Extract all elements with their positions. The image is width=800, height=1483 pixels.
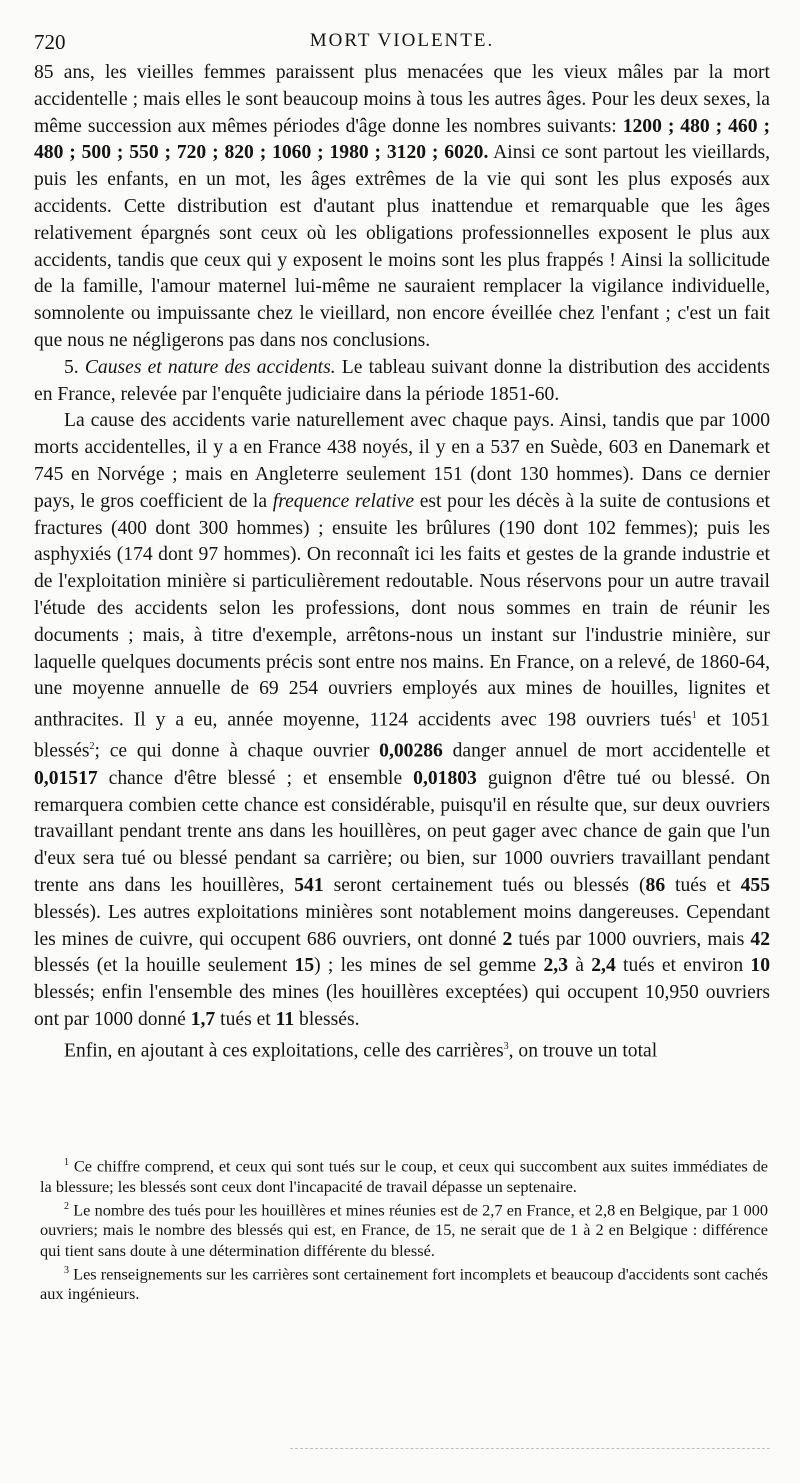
paragraph-text: guignon d'être tué ou blessé. On remarquera combien cette chance est considérable, puisqu'il en résulte que, sur deux ouvriers travaillant pendant trente ans dans les houillères, on peut gager avec chance de gain que l'un d'eux sera tué ou blessé pendant sa carrière; ou bien, sur 1000 ouvriers travaillant pendant trente ans dans les houillères,	[34, 767, 770, 896]
bottom-rule	[290, 1448, 770, 1449]
paragraph-text: blessés (et la houille seulement	[34, 955, 295, 977]
footnote-text: Le nombre des tués pour les houillères et mines réunies est de 2,7 en France, et 2,8 en Belgique, par 1 000 ouvriers; mais le nombre des blessés qui est, en France, de 15, ne serait que de 1 à 2 en Belgique : différence qui tient sans doute à une détermination différente du blessé.	[40, 1200, 768, 1260]
paragraph-text: 85 ans, les vieilles femmes paraissent plus menacées que les vieux mâles par la mort accidentelle ; mais elles le sont beaucoup moins à tous les autres âges. Pour les deux sexes, la même succession aux mêmes périodes d'âge donne les nombres suivants:	[34, 62, 770, 137]
paragraph-text: Ainsi ce sont partout les vieillards, puis les enfants, en un mot, les âges extrêmes de la vie qui sont les plus exposés aux accidents. Cette distribution est d'autant plus inattendue et remarquable que les âges relativement épargnés sont ceux où les obligations professionnelles exposent le plus aux accidents, tandis que ceux qui y exposent le moins sont les plus frappés ! Ainsi la sollicitude de la famille, l'amour maternel lui-même ne sauraient remplacer la vigilance individuelle, somnolente ou impuissante chez le vieillard, non encore éveillée chez l'enfant ; c'est un fait que nous ne négligerons pas dans nos conclusions.	[34, 142, 770, 351]
bold-value: 1,7	[190, 1008, 216, 1030]
paragraph-text: seront certainement tués ou blessés (	[323, 874, 646, 896]
footnote-1	[40, 1153, 768, 1197]
paragraph-text: chance d'être blessé ; et ensemble	[97, 767, 414, 789]
footnote-mark: 2	[64, 1200, 69, 1212]
footnotes	[40, 1153, 768, 1305]
paragraph-text: Enfin, en ajoutant à ces exploitations, celle des carrières	[64, 1040, 504, 1062]
bold-value: 2	[502, 928, 513, 950]
paragraph-text: à	[568, 955, 592, 977]
body-text	[34, 60, 770, 1065]
paragraph-text: blessés). Les autres exploitations minières sont notablement moins dangereuses. Cependant les mines de cuivre, qui occupent 686 ouvriers, ont donné	[34, 901, 770, 950]
bold-value: 15	[294, 955, 315, 977]
footnote-text: Les renseignements sur les carrières sont certainement fort incomplets et beaucoup d'accidents sont cachés aux ingénieurs.	[40, 1264, 768, 1304]
bold-value: 0,01803	[413, 767, 477, 789]
paragraph-text: tués par 1000 ouvriers, mais	[512, 928, 751, 950]
footnote-2	[40, 1197, 768, 1261]
footnote-ref-2[interactable]: 2	[89, 741, 95, 753]
page-number: 720	[34, 30, 66, 54]
bold-value: 42	[750, 928, 770, 950]
paragraph-causes	[34, 355, 770, 409]
footnote-ref-3[interactable]: 3	[503, 1040, 509, 1052]
bold-value: 2,4	[591, 955, 616, 977]
footnote-3	[40, 1261, 768, 1305]
footnote-mark: 1	[64, 1157, 69, 1168]
page-header	[34, 30, 770, 58]
paragraph-text: ; ce qui donne à chaque ouvrier	[94, 740, 380, 762]
footnote-text: Ce chiffre comprend, et ceux qui sont tués sur le coup, et ceux qui succombent aux suites immédiates de la blessure; les blessés sont ceux dont l'incapacité de travail dépasse un septenaire.	[40, 1156, 768, 1196]
paragraph-text: tués et environ	[615, 955, 751, 977]
bold-value: 455	[740, 874, 771, 896]
bold-value: 10	[750, 955, 770, 977]
section-heading: Causes et nature des accidents.	[84, 356, 336, 378]
paragraph-text: ) ; les mines de sel gemme	[314, 955, 544, 977]
paragraph-text: Le tableau suivant donne la distribution des accidents en France, relevée par l'enquête judiciaire dans la période 1851-60.	[34, 356, 770, 405]
paragraph-text: tués et	[665, 874, 741, 896]
footnote-mark: 3	[64, 1264, 69, 1276]
paragraph-age-distribution	[34, 60, 770, 355]
paragraph-text: blessés.	[294, 1008, 360, 1030]
running-title: MORT VIOLENTE.	[309, 30, 495, 51]
bold-value: 0,01517	[34, 767, 98, 789]
paragraph-text: La cause des accidents varie naturellement avec chaque pays. Ainsi, tandis que par 1000 morts accidentelles, il y a en France 438 noyés, il y en a 537 en Suède, 603 en Danemark et 745 en Norvége ; mais en Angleterre seulement 151 (dont 130 hommes). Dans ce dernier pays, le gros coefficient de la	[34, 410, 770, 512]
paragraph-text: , on trouve un total	[508, 1040, 658, 1062]
paragraph-mining-accidents	[34, 408, 770, 1033]
italic-term: frequence relative	[272, 490, 415, 512]
section-number: 5.	[64, 356, 79, 378]
bold-value: 86	[645, 874, 666, 896]
age-series-values: 1200 ; 480 ; 460 ; 480 ; 500 ; 550 ; 720 ; 820 ; 1060 ; 1980 ; 3120 ; 6020.	[34, 115, 770, 164]
bold-value: 0,00286	[379, 740, 443, 762]
bold-value: 541	[294, 874, 324, 896]
bold-value: 11	[275, 1008, 295, 1030]
paragraph-text: et 1051 blessés	[34, 709, 771, 762]
paragraph-quarries	[34, 1034, 770, 1065]
paragraph-text: blessés; enfin l'ensemble des mines (les houillères exceptées) qui occupent 10,950 ouvriers ont par 1000 donné	[34, 982, 770, 1030]
paragraph-text: tués et	[215, 1008, 276, 1030]
paragraph-text: est pour les décès à la suite de contusions et fractures (400 dont 300 hommes) ; ensuite les brûlures (190 dont 102 femmes); puis les asphyxiés (174 dont 97 hommes). On reconnaît ici les faits et gestes de la grande industrie et de l'exploitation minière si particulièrement redoutable. Nous réservons pour un autre travail l'étude des accidents selon les professions, dont nous sommes en train de réunir les documents ; mais, à titre d'exemple, arrêtons-nous un instant sur l'industrie minière, sur laquelle quelques documents précis sont entre nos mains. En France, on a relevé, de 1860-64, une moyenne annuelle de 69 254 ouvriers employés aux mines de houilles, lignites et anthracites. Il y a eu, année moyenne, 1124 accidents avec 198 ouvriers tués	[34, 490, 770, 731]
footnote-ref-1[interactable]: 1	[691, 710, 697, 722]
bold-value: 2,3	[543, 955, 568, 977]
paragraph-text: danger annuel de mort accidentelle et	[442, 740, 770, 762]
